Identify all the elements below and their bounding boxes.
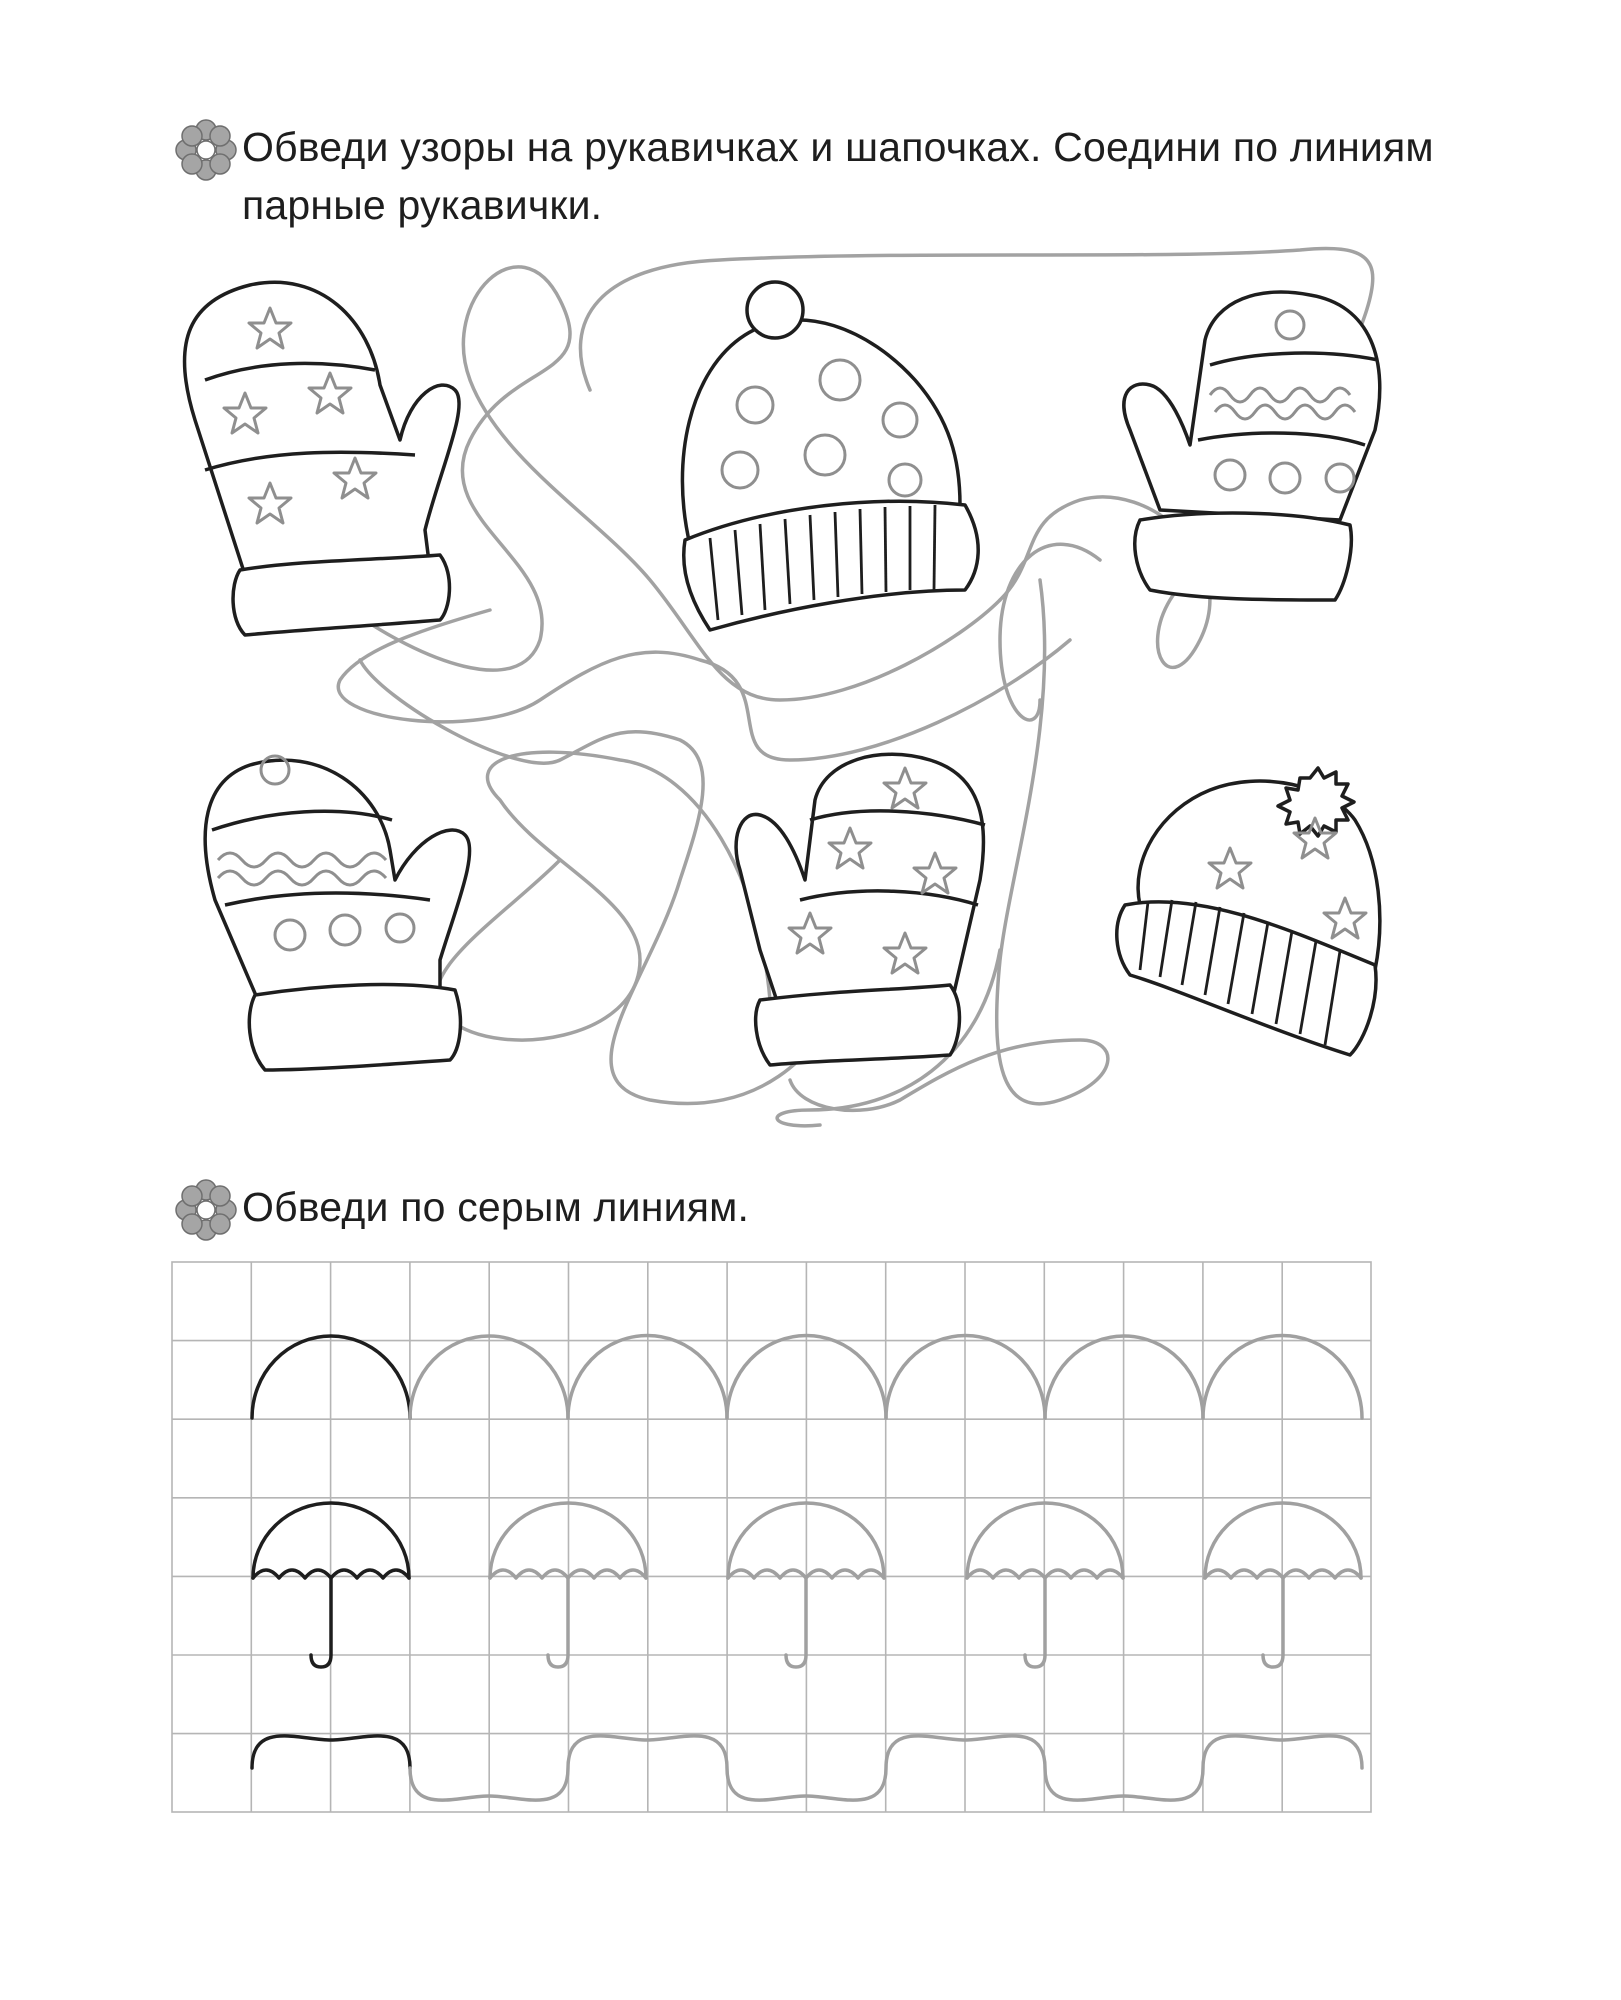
mitten-waves-1[interactable] (1124, 292, 1380, 600)
task-2-instruction: Обведи по серым линиям. (242, 1184, 750, 1230)
mitten-stars-2[interactable] (736, 754, 985, 1065)
mitten-waves-2[interactable] (205, 756, 469, 1070)
hat-dots[interactable] (682, 282, 978, 630)
hat-stars[interactable] (1117, 768, 1380, 1055)
task-1-instruction: Обведи узоры на рукавичках и шапочках. Соедини по линиям парные рукавички. (242, 124, 1434, 228)
mitten-stars-1[interactable] (184, 282, 459, 635)
